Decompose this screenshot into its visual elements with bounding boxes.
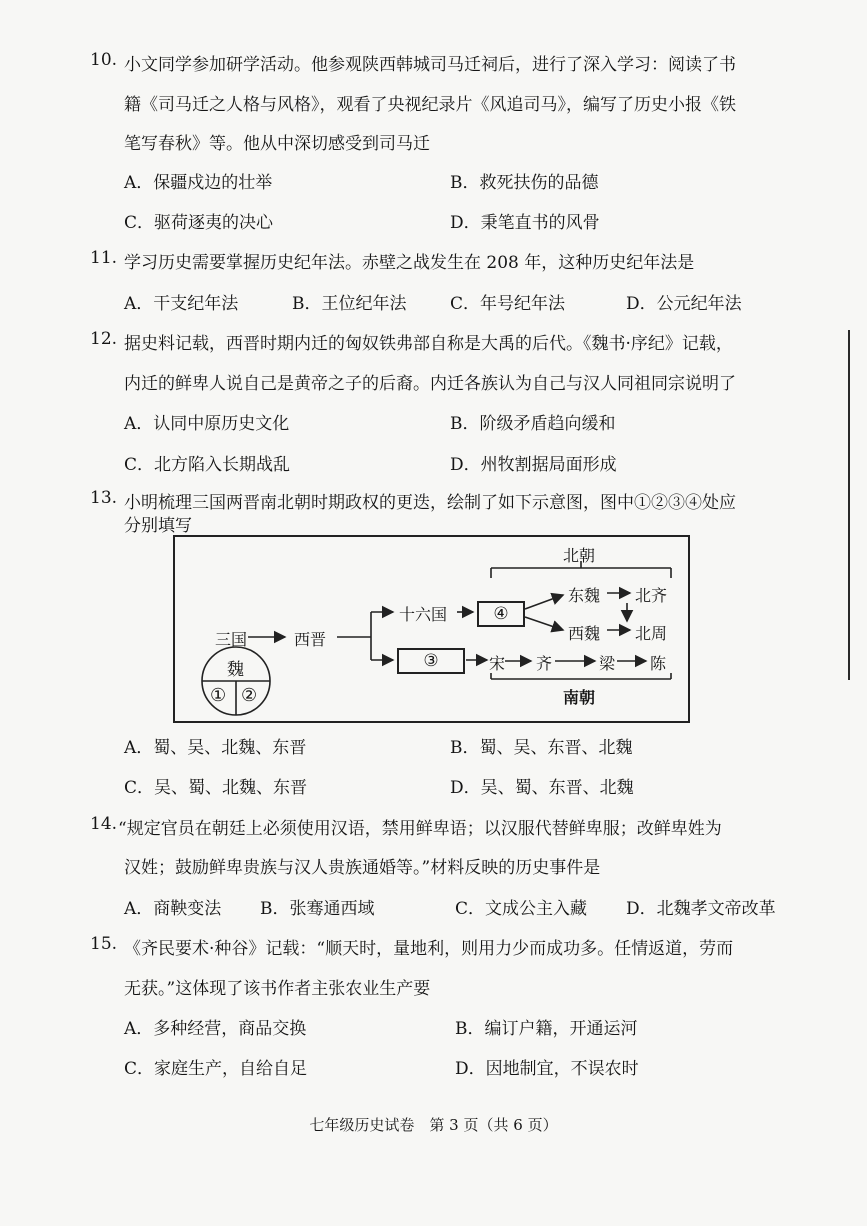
slot-3-box <box>397 648 465 674</box>
question-number: 12. <box>90 329 118 349</box>
slot-2: ② <box>241 685 258 706</box>
option-b: B．编订户籍，开通运河 <box>455 1019 638 1039</box>
option-c: C．文成公主入藏 <box>455 899 588 919</box>
question-text: 无获。”这体现了该书作者主张农业生产要 <box>124 979 431 999</box>
option-b: B．张骞通西域 <box>260 899 375 919</box>
question-text: 分别填写 <box>124 516 192 536</box>
label-nanchao: 南朝 <box>563 688 596 707</box>
label-liang: 梁 <box>599 654 616 673</box>
page-footer: 七年级历史试卷 第 3 页（共 6 页） <box>309 1116 558 1134</box>
option-a: A．干支纪年法 <box>124 294 239 314</box>
page-edge-line <box>848 330 850 680</box>
option-c: C．驱荷逐夷的决心 <box>124 213 274 233</box>
question-number: 11. <box>90 248 118 268</box>
option-c: C．吴、蜀、北魏、东晋 <box>124 778 308 798</box>
option-a: A．认同中原历史文化 <box>124 414 290 434</box>
label-chen: 陈 <box>650 654 667 673</box>
question-text: 内迁的鲜卑人说自己是黄帝之子的后裔。内迁各族认为自己与汉人同祖同宗说明了 <box>124 374 736 394</box>
option-d: D．州牧割据局面形成 <box>450 455 617 475</box>
question-text: 籍《司马迁之人格与风格》，观看了央视纪录片《风追司马》，编写了历史小报《铁 <box>124 95 736 115</box>
option-d: D．公元纪年法 <box>626 294 742 314</box>
slot-4-box <box>477 601 525 627</box>
question-text: 汉姓；鼓励鲜卑贵族与汉人贵族通婚等。”材料反映的历史事件是 <box>124 858 601 878</box>
question-text: 《齐民要术·种谷》记载：“顺天时，量地利，则用力少而成功多。任情返道，劳而 <box>124 939 734 959</box>
question-number: 10. <box>90 50 118 70</box>
option-d: D．秉笔直书的风骨 <box>450 213 600 233</box>
label-beiqi: 北齐 <box>635 586 668 605</box>
slot-4: ④ <box>493 604 509 624</box>
slot-3: ③ <box>423 651 439 671</box>
option-c: C．家庭生产，自给自足 <box>124 1059 308 1079</box>
question-number: 15. <box>90 934 118 954</box>
option-a: A．商鞅变法 <box>124 899 222 919</box>
option-c: C．年号纪年法 <box>450 294 566 314</box>
label-shiliuguo: 十六国 <box>399 605 448 624</box>
question-number: 13. <box>90 488 118 508</box>
option-a: A．保疆戍边的壮举 <box>124 173 273 193</box>
label-wei: 魏 <box>227 660 244 680</box>
label-song: 宋 <box>489 654 506 673</box>
option-a: A．蜀、吴、北魏、东晋 <box>124 738 307 758</box>
label-xiwei: 西魏 <box>568 624 601 643</box>
question-text: 小明梳理三国两晋南北朝时期政权的更迭，绘制了如下示意图，图中①②③④处应 <box>124 493 736 513</box>
option-c: C．北方陷入长期战乱 <box>124 455 291 475</box>
question-text: 笔写春秋》等。他从中深切感受到司马迁 <box>124 134 430 154</box>
question-text: 学习历史需要掌握历史纪年法。赤壁之战发生在 208 年，这种历史纪年法是 <box>124 253 695 273</box>
question-text: 据史料记载，西晋时期内迁的匈奴铁弗部自称是大禹的后代。《魏书·序纪》记载， <box>124 334 733 354</box>
label-sanguo: 三国 <box>215 630 248 649</box>
option-b: B．救死扶伤的品德 <box>450 173 599 193</box>
option-b: B．王位纪年法 <box>292 294 407 314</box>
option-d: D．吴、蜀、东晋、北魏 <box>450 778 634 798</box>
question-number: 14. <box>90 814 118 834</box>
label-beizhou: 北周 <box>635 624 668 643</box>
option-a: A．多种经营，商品交换 <box>124 1019 307 1039</box>
label-xijin: 西晋 <box>294 630 327 649</box>
option-d: D．北魏孝文帝改革 <box>626 899 776 919</box>
question-text: 小文同学参加研学活动。他参观陕西韩城司马迁祠后，进行了深入学习：阅读了书 <box>124 55 736 75</box>
slot-1: ① <box>210 685 227 706</box>
regime-succession-diagram <box>173 535 690 723</box>
option-b: B．阶级矛盾趋向缓和 <box>450 414 616 434</box>
label-dongwei: 东魏 <box>568 586 601 605</box>
option-b: B．蜀、吴、东晋、北魏 <box>450 738 633 758</box>
label-qi: 齐 <box>536 654 553 673</box>
question-text: “规定官员在朝廷上必须使用汉语，禁用鲜卑语；以汉服代替鲜卑服；改鲜卑姓为 <box>118 819 722 839</box>
option-d: D．因地制宜，不误农时 <box>455 1059 639 1079</box>
label-beichao: 北朝 <box>563 546 596 565</box>
